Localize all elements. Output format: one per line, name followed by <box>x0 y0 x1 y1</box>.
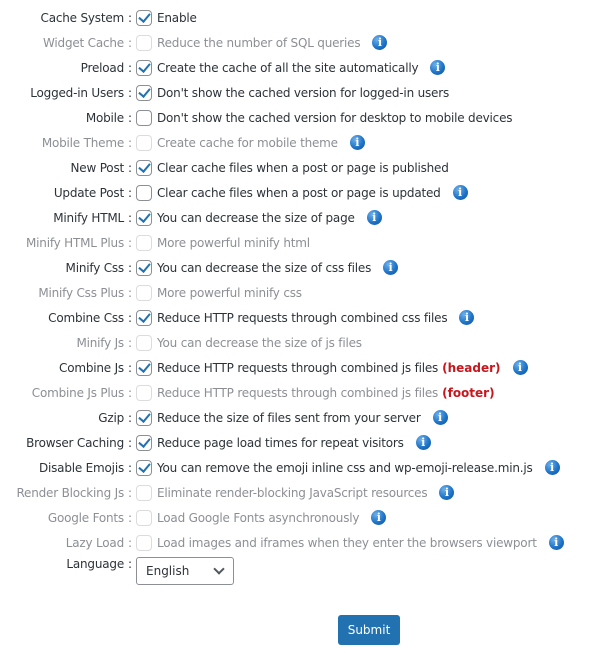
setting-description: Load Google Fonts asynchronously <box>157 510 360 525</box>
label-colon: : <box>127 435 133 450</box>
google-fonts-checkbox <box>136 510 152 526</box>
setting-label: New Post <box>70 160 124 175</box>
setting-row-language <box>0 555 605 589</box>
setting-description: Reduce HTTP requests through combined js files <box>157 360 439 375</box>
setting-row-render-blocking-js <box>0 480 605 505</box>
new-post-checkbox[interactable] <box>136 160 152 176</box>
info-icon[interactable]: i <box>439 485 454 500</box>
label-colon: : <box>127 85 133 100</box>
setting-label: Disable Emojis <box>38 460 124 475</box>
info-icon[interactable]: i <box>453 185 468 200</box>
setting-description: Reduce HTTP requests through combined css files <box>157 310 448 325</box>
setting-row-minify-css <box>0 255 605 280</box>
label-colon: : <box>127 160 133 175</box>
setting-row-gzip <box>0 405 605 430</box>
setting-description: Eliminate render-blocking JavaScript resources <box>157 485 428 500</box>
info-icon[interactable]: i <box>513 360 528 375</box>
label-colon: : <box>127 410 133 425</box>
info-icon[interactable]: i <box>545 460 560 475</box>
label-colon: : <box>127 110 133 125</box>
setting-description: You can remove the emoji inline css and wp-emoji-release.min.js <box>157 460 533 475</box>
combine-js-plus-checkbox <box>136 385 152 401</box>
label-colon: : <box>127 235 133 250</box>
setting-label: Minify HTML Plus <box>26 235 124 250</box>
label-colon: : <box>127 35 133 50</box>
setting-label: Minify HTML <box>53 210 124 225</box>
setting-description: Reduce HTTP requests through combined js files <box>157 385 439 400</box>
browser-caching-checkbox[interactable] <box>136 435 152 451</box>
setting-row-minify-html <box>0 205 605 230</box>
setting-description: Clear cache files when a post or page is updated <box>157 185 441 200</box>
disable-emojis-checkbox[interactable] <box>136 460 152 476</box>
setting-row-combine-js <box>0 355 605 380</box>
setting-description: You can decrease the size of js files <box>157 335 362 350</box>
setting-description: You can decrease the size of css files <box>157 260 372 275</box>
info-icon[interactable]: i <box>350 135 365 150</box>
setting-row-preload <box>0 55 605 80</box>
setting-description: Create the cache of all the site automatically <box>157 60 419 75</box>
position-tag: (header) <box>442 360 501 375</box>
setting-label: Lazy Load <box>65 535 124 550</box>
minify-html-checkbox[interactable] <box>136 210 152 226</box>
setting-label: Update Post <box>53 185 124 200</box>
setting-description: Enable <box>157 10 197 25</box>
setting-description: More powerful minify css <box>157 285 302 300</box>
label-colon: : <box>127 310 133 325</box>
setting-label: Widget Cache <box>43 35 124 50</box>
setting-row-disable-emojis <box>0 455 605 480</box>
setting-row-google-fonts <box>0 505 605 530</box>
info-icon[interactable]: i <box>371 510 386 525</box>
setting-description: You can decrease the size of page <box>157 210 355 225</box>
setting-row-lazy-load <box>0 530 605 555</box>
cache-system-checkbox[interactable] <box>136 10 152 26</box>
setting-description: Don't show the cached version for logged-in users <box>157 85 450 100</box>
setting-row-widget-cache <box>0 30 605 55</box>
setting-description: More powerful minify html <box>157 235 310 250</box>
language-label: Language <box>66 557 124 571</box>
label-colon: : <box>127 460 133 475</box>
setting-row-minify-css-plus <box>0 280 605 305</box>
minify-css-plus-checkbox <box>136 285 152 301</box>
combine-js-checkbox[interactable] <box>136 360 152 376</box>
info-icon[interactable]: i <box>372 35 387 50</box>
setting-description: Reduce page load times for repeat visitors <box>157 435 404 450</box>
language-selected-value: English <box>146 564 190 578</box>
lazy-load-checkbox <box>136 535 152 551</box>
widget-cache-checkbox <box>136 35 152 51</box>
label-colon: : <box>127 60 133 75</box>
setting-label: Render Blocking Js <box>16 485 124 500</box>
setting-row-mobile-theme <box>0 130 605 155</box>
label-colon: : <box>127 385 133 400</box>
setting-label: Cache System <box>40 10 124 25</box>
setting-label: Mobile <box>85 110 124 125</box>
setting-label: Browser Caching <box>26 435 124 450</box>
label-colon: : <box>127 10 133 25</box>
label-colon: : <box>127 510 133 525</box>
label-colon: : <box>127 135 133 150</box>
setting-description: Clear cache files when a post or page is published <box>157 160 449 175</box>
info-icon[interactable]: i <box>383 260 398 275</box>
setting-label: Preload <box>80 60 124 75</box>
setting-row-minify-html-plus <box>0 230 605 255</box>
setting-label: Mobile Theme <box>41 135 124 150</box>
setting-row-mobile <box>0 105 605 130</box>
combine-css-checkbox[interactable] <box>136 310 152 326</box>
mobile-checkbox[interactable] <box>136 110 152 126</box>
preload-checkbox[interactable] <box>136 60 152 76</box>
info-icon[interactable]: i <box>367 210 382 225</box>
setting-row-browser-caching <box>0 430 605 455</box>
gzip-checkbox[interactable] <box>136 410 152 426</box>
setting-description: Don't show the cached version for desktop to mobile devices <box>157 110 513 125</box>
mobile-theme-checkbox <box>136 135 152 151</box>
label-colon: : <box>127 485 133 500</box>
settings-form <box>0 5 605 589</box>
logged-in-users-checkbox[interactable] <box>136 85 152 101</box>
label-colon: : <box>127 535 133 550</box>
setting-label: Minify Css Plus <box>38 285 124 300</box>
minify-css-checkbox[interactable] <box>136 260 152 276</box>
label-colon: : <box>127 557 133 571</box>
setting-label: Minify Js <box>76 335 124 350</box>
update-post-checkbox[interactable] <box>136 185 152 201</box>
setting-row-combine-js-plus <box>0 380 605 405</box>
info-icon[interactable]: i <box>459 310 474 325</box>
label-colon: : <box>127 185 133 200</box>
setting-description: Create cache for mobile theme <box>157 135 338 150</box>
setting-description: Reduce the size of files sent from your server <box>157 410 421 425</box>
setting-label: Gzip <box>98 410 124 425</box>
info-icon[interactable]: i <box>416 435 431 450</box>
setting-row-combine-css <box>0 305 605 330</box>
setting-row-cache-system <box>0 5 605 30</box>
chevron-down-icon <box>213 563 224 574</box>
label-colon: : <box>127 360 133 375</box>
submit-button[interactable]: Submit <box>338 615 400 645</box>
setting-label: Minify Css <box>65 260 124 275</box>
setting-label: Logged-in Users <box>30 85 124 100</box>
setting-row-logged-in-users <box>0 80 605 105</box>
setting-label: Combine Css <box>48 310 124 325</box>
position-tag: (footer) <box>442 385 495 400</box>
minify-html-plus-checkbox <box>136 235 152 251</box>
setting-description: Reduce the number of SQL queries <box>157 35 361 50</box>
label-colon: : <box>127 210 133 225</box>
label-colon: : <box>127 335 133 350</box>
setting-row-minify-js <box>0 330 605 355</box>
setting-label: Combine Js Plus <box>31 385 124 400</box>
render-blocking-js-checkbox <box>136 485 152 501</box>
minify-js-checkbox <box>136 335 152 351</box>
info-icon[interactable]: i <box>430 60 445 75</box>
info-icon[interactable]: i <box>549 535 564 550</box>
info-icon[interactable]: i <box>433 410 448 425</box>
language-select[interactable] <box>136 557 234 585</box>
label-colon: : <box>127 285 133 300</box>
setting-row-new-post <box>0 155 605 180</box>
label-colon: : <box>127 260 133 275</box>
setting-description: Load images and iframes when they enter the browsers viewport <box>157 535 537 550</box>
setting-label: Google Fonts <box>47 510 124 525</box>
setting-label: Combine Js <box>59 360 124 375</box>
setting-row-update-post <box>0 180 605 205</box>
